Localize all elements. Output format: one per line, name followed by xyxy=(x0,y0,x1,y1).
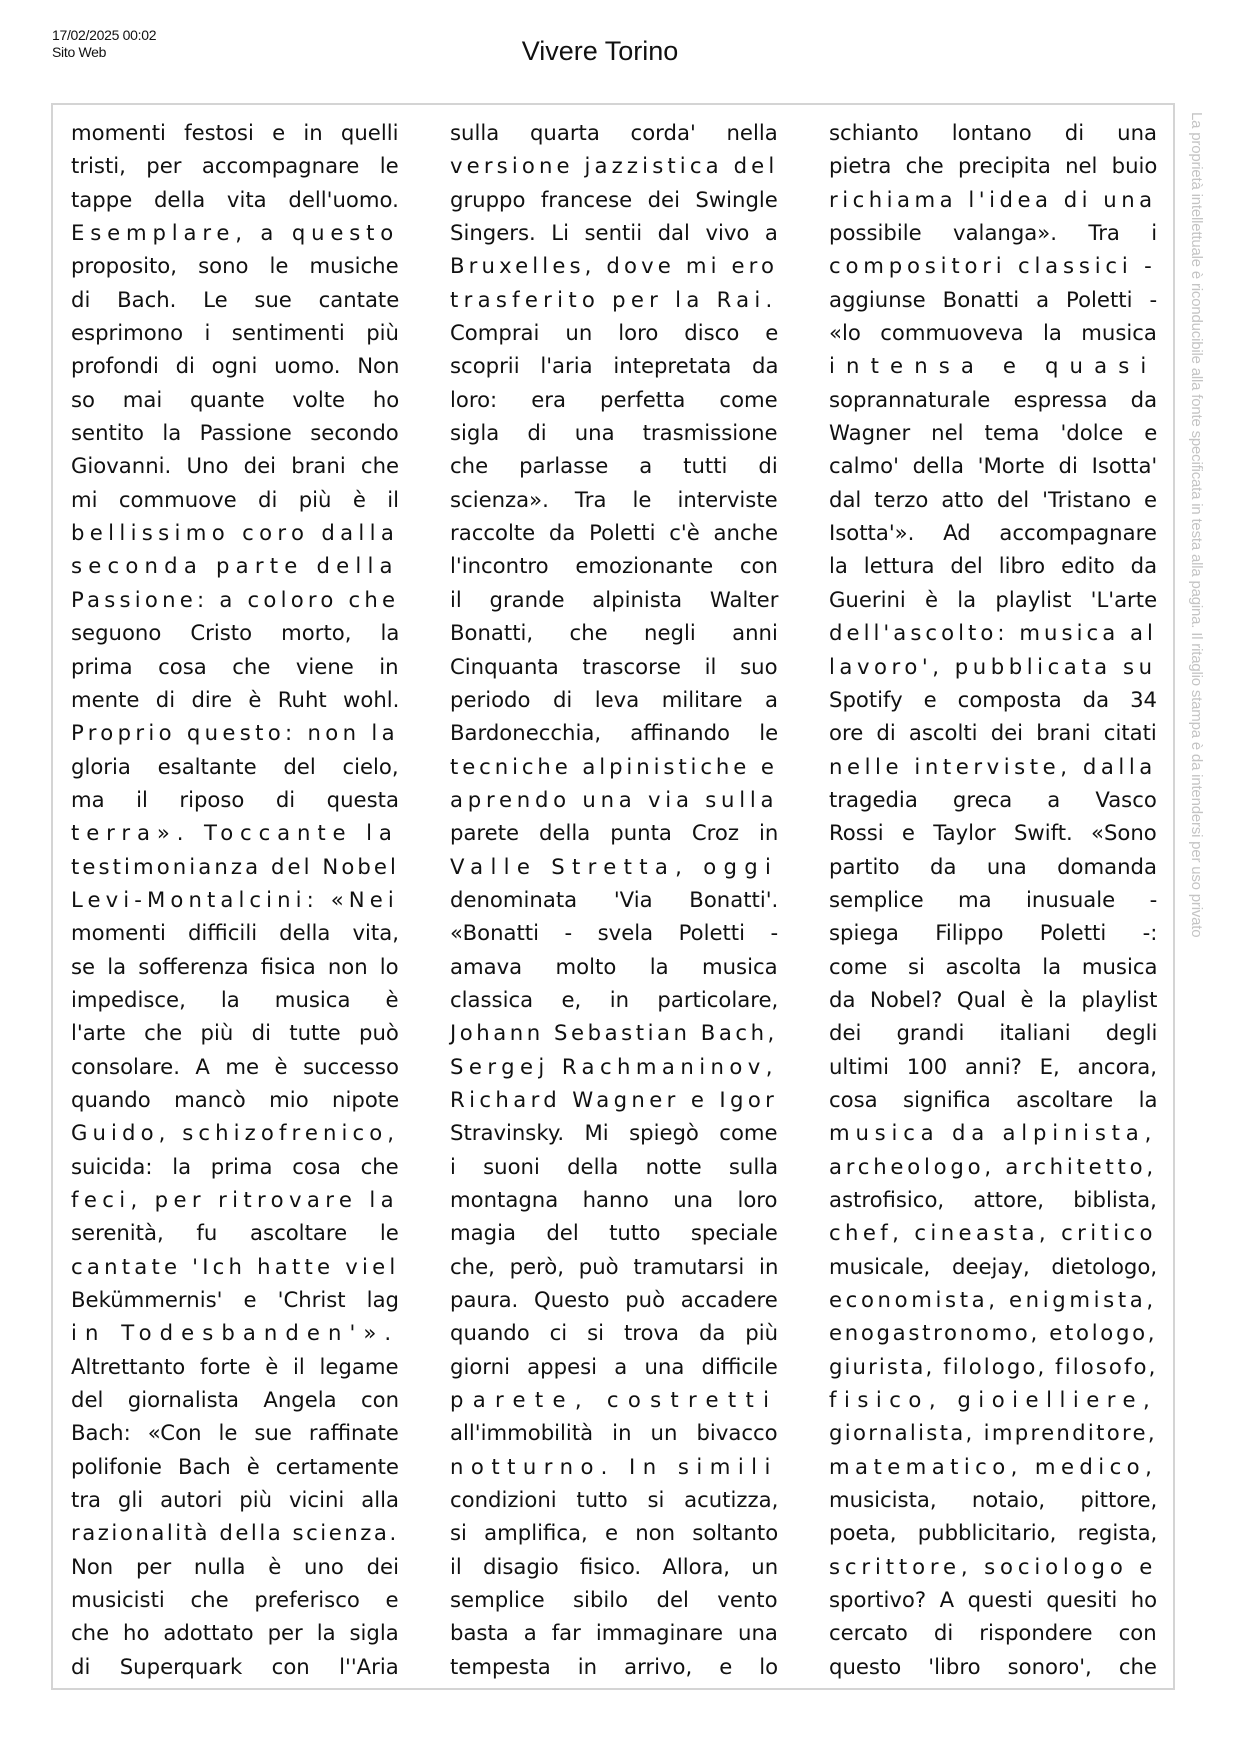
text-line: Non per nulla è uno dei xyxy=(71,1553,399,1579)
text-line: profondi di ogni uomo. Non xyxy=(71,353,400,379)
text-line: Stravinsky. Mi spiegò come xyxy=(450,1120,778,1146)
text-line: sigla di una trasmissione xyxy=(450,420,778,446)
text-line: l'incontro emozionante con xyxy=(450,553,778,579)
text-line: i suoni della notte sulla xyxy=(450,1153,779,1179)
text-line: notturno. In simili xyxy=(450,1453,778,1479)
text-line: momenti difficili della vita, xyxy=(71,920,399,946)
text-line: che parlasse a tutti di xyxy=(450,453,778,479)
text-line: feci, per ritrovare la xyxy=(71,1187,399,1212)
text-line: trasferito per la Rai. xyxy=(450,286,778,312)
text-line: Cinquanta trascorse il suo xyxy=(450,653,778,679)
text-line: gloria esaltante del cielo, xyxy=(71,753,399,779)
text-line: Valle Stretta, oggi xyxy=(450,853,779,879)
text-line: lavoro', pubblicata su xyxy=(829,653,1157,679)
text-line: raccolte da Poletti c'è anche xyxy=(450,520,778,546)
text-line: musicisti che preferisco e xyxy=(71,1587,399,1613)
text-line: matematico, medico, xyxy=(829,1453,1158,1479)
text-line: Bardonecchia, affinando le xyxy=(450,720,779,746)
text-line: esprimono i sentimenti più xyxy=(71,320,399,346)
text-line: aggiunse Bonatti a Poletti - xyxy=(829,286,1158,312)
text-line: Sergej Rachmaninov, xyxy=(450,1053,778,1079)
text-line: gruppo francese dei Swingle xyxy=(450,186,778,212)
text-line: tragedia greca a Vasco xyxy=(829,786,1157,812)
text-line: enogastronomo, etologo, xyxy=(829,1320,1158,1346)
text-line: polifonie Bach è certamente xyxy=(71,1453,399,1479)
text-line: montagna hanno una loro xyxy=(450,1187,778,1212)
text-line: tempesta in arrivo, e lo xyxy=(450,1653,779,1679)
text-line: denominata 'Via Bonatti'. xyxy=(450,886,779,912)
text-line: soprannaturale espressa da xyxy=(829,386,1158,412)
text-line: fisico, gioielliere, xyxy=(829,1387,1158,1413)
site-title: Vivere Torino xyxy=(521,36,679,66)
text-line: loro: era perfetta come xyxy=(450,386,778,412)
text-line: giornalista, imprenditore, xyxy=(829,1420,1157,1446)
text-line: Altrettanto forte è il legame xyxy=(71,1353,399,1379)
copyright-watermark: La proprietà intellettuale è riconducibile alla fonte specificata in testa alla pagina. Il ritaglio stampa è da intendersi per uso privato xyxy=(1188,112,1205,938)
text-line: economista, enigmista, xyxy=(829,1287,1157,1313)
text-line: possibile valanga». Tra i xyxy=(829,220,1158,246)
text-line: cercato di rispondere con xyxy=(829,1620,1157,1646)
text-line: l'arte che più di tutte può xyxy=(71,1020,399,1046)
text-line: momenti festosi e in quelli xyxy=(71,120,399,145)
text-line: Bonatti, che negli anni xyxy=(450,620,778,646)
text-line: spiega Filippo Poletti -: xyxy=(829,920,1158,946)
text-line: scrittore, sociologo e xyxy=(829,1553,1158,1579)
text-line: astrofisico, attore, biblista, xyxy=(829,1187,1157,1212)
text-line: Giovanni. Uno dei brani che xyxy=(71,453,400,479)
text-line: che ho adottato per la sigla xyxy=(71,1620,399,1646)
text-line: «lo commuoveva la musica xyxy=(829,320,1157,346)
text-line: musicale, deejay, dietologo, xyxy=(829,1253,1158,1279)
text-line: di Superquark con l''Aria xyxy=(71,1653,399,1679)
text-line: tra gli autori più vicini alla xyxy=(71,1487,399,1513)
text-line: in Todesbanden'». xyxy=(71,1320,400,1346)
text-line: paura. Questo può accadere xyxy=(450,1287,778,1313)
text-line: scienza». Tra le interviste xyxy=(450,486,778,512)
text-line: giorni appesi a una difficile xyxy=(450,1353,778,1379)
text-line: serenità, fu ascoltare le xyxy=(71,1220,399,1246)
text-line: archeologo, architetto, xyxy=(829,1153,1157,1179)
text-line: semplice ma inusuale - xyxy=(829,886,1158,912)
text-line: parete, costretti xyxy=(450,1387,779,1413)
text-line: Levi-Montalcini: «Nei xyxy=(71,886,399,912)
text-line: cantate 'Ich hatte viel xyxy=(71,1253,400,1279)
text-line: si amplifica, e non soltanto xyxy=(450,1520,779,1546)
text-line: Singers. Li sentii dal vivo a xyxy=(450,220,778,246)
text-line: cosa significa ascoltare la xyxy=(829,1086,1158,1112)
text-line: questo 'libro sonoro', che xyxy=(829,1653,1157,1679)
text-line: Bach: «Con le sue raffinate xyxy=(71,1420,399,1446)
text-line: basta a far immaginare una xyxy=(450,1620,778,1646)
text-line: magia del tutto speciale xyxy=(450,1220,778,1246)
text-line: richiama l'idea di una xyxy=(829,186,1157,212)
text-line: Proprio questo: non la xyxy=(71,720,399,746)
text-line: sulla quarta corda' nella xyxy=(450,120,778,145)
text-line: quando mancò mio nipote xyxy=(71,1086,400,1112)
text-line: tecniche alpinistiche e xyxy=(450,753,778,779)
text-line: partito da una domanda xyxy=(829,853,1157,879)
text-line: prima cosa che viene in xyxy=(71,653,399,679)
text-line: consolare. A me è successo xyxy=(71,1053,399,1079)
text-line: schianto lontano di una xyxy=(829,120,1158,145)
text-line: all'immobilità in un bivacco xyxy=(450,1420,778,1446)
text-line: sportivo? A questi quesiti ho xyxy=(829,1587,1158,1613)
text-line: Spotify e composta da 34 xyxy=(829,686,1158,712)
text-line: tappe della vita dell'uomo. xyxy=(71,186,399,212)
text-line: Bruxelles, dove mi ero xyxy=(450,253,779,279)
text-line: so mai quante volte ho xyxy=(71,386,400,412)
text-line: classica e, in particolare, xyxy=(450,986,779,1012)
text-line: compositori classici - xyxy=(829,253,1157,279)
text-line: il grande alpinista Walter xyxy=(450,586,779,612)
text-line: Wagner nel tema 'dolce e xyxy=(829,420,1158,446)
text-line: Guido, schizofrenico, xyxy=(71,1120,400,1146)
text-line: aprendo una via sulla xyxy=(450,786,779,812)
text-line: chef, cineasta, critico xyxy=(829,1220,1157,1246)
text-line: giurista, filologo, filosofo, xyxy=(829,1353,1158,1379)
text-line: mente di dire è Ruht wohl. xyxy=(71,686,400,712)
clipping-datetime: 17/02/2025 00:02 xyxy=(52,27,157,43)
source-type: Sito Web xyxy=(52,44,107,60)
article-column-1 xyxy=(71,116,399,1683)
text-line: di Bach. Le sue cantate xyxy=(71,286,400,312)
text-line: Esemplare, a questo xyxy=(71,220,400,246)
text-line: calmo' della 'Morte di Isotta' xyxy=(829,453,1158,479)
text-line: seconda parte della xyxy=(71,553,399,579)
text-line: dal terzo atto del 'Tristano e xyxy=(829,486,1158,512)
text-line: musica da alpinista, xyxy=(829,1120,1158,1146)
text-line: parete della punta Croz in xyxy=(450,820,779,846)
text-line: se la sofferenza fisica non lo xyxy=(71,953,399,979)
text-line: sentito la Passione secondo xyxy=(71,420,399,446)
text-line: bellissimo coro dalla xyxy=(71,520,400,546)
text-line: Rossi e Taylor Swift. «Sono xyxy=(829,820,1157,846)
text-line: dell'ascolto: musica al xyxy=(829,620,1157,646)
text-line: pietra che precipita nel buio xyxy=(829,153,1158,179)
text-line: musicista, notaio, pittore, xyxy=(829,1487,1158,1513)
text-line: «Bonatti - svela Poletti - xyxy=(450,920,779,946)
text-line: come si ascolta la musica xyxy=(829,953,1158,979)
text-line: Guerini è la playlist 'L'arte xyxy=(829,586,1158,612)
text-line: versione jazzistica del xyxy=(450,153,779,179)
article-column-2 xyxy=(450,116,778,1683)
text-line: nelle interviste, dalla xyxy=(829,753,1157,779)
text-line: amava molto la musica xyxy=(450,953,778,979)
text-line: intensa e quasi xyxy=(829,353,1158,379)
text-line: seguono Cristo morto, la xyxy=(71,620,400,646)
text-line: terra». Toccante la xyxy=(71,820,399,846)
text-line: scoprii l'aria intepretata da xyxy=(450,353,779,379)
text-line: del giornalista Angela con xyxy=(71,1387,400,1413)
text-line: impedisce, la musica è xyxy=(71,986,399,1012)
text-line: che, però, può tramutarsi in xyxy=(450,1253,779,1279)
text-line: Isotta'». Ad accompagnare xyxy=(829,520,1157,546)
text-line: proposito, sono le musiche xyxy=(71,253,399,279)
text-line: Johann Sebastian Bach, xyxy=(450,1020,778,1046)
text-line: ultimi 100 anni? E, ancora, xyxy=(829,1053,1157,1079)
article-column-3 xyxy=(829,116,1157,1683)
text-line: tristi, per accompagnare le xyxy=(71,153,399,179)
text-line: razionalità della scienza. xyxy=(71,1520,399,1546)
text-line: Comprai un loro disco e xyxy=(450,320,779,346)
text-line: Passione: a coloro che xyxy=(71,586,400,612)
text-line: condizioni tutto si acutizza, xyxy=(450,1487,779,1513)
text-line: quando ci si trova da più xyxy=(450,1320,779,1346)
text-line: testimonianza del Nobel xyxy=(71,853,400,879)
text-line: semplice sibilo del vento xyxy=(450,1587,778,1613)
text-line: poeta, pubblicitario, regista, xyxy=(829,1520,1158,1546)
text-line: Bekümmernis' e 'Christ lag xyxy=(71,1287,399,1313)
text-line: suicida: la prima cosa che xyxy=(71,1153,399,1179)
text-line: mi commuove di più è il xyxy=(71,486,399,512)
text-line: periodo di leva militare a xyxy=(450,686,779,712)
text-line: Richard Wagner e Igor xyxy=(450,1086,779,1112)
text-line: la lettura del libro edito da xyxy=(829,553,1158,579)
text-line: dei grandi italiani degli xyxy=(829,1020,1158,1046)
text-line: ore di ascolti dei brani citati xyxy=(829,720,1157,746)
text-line: ma il riposo di questa xyxy=(71,786,399,812)
text-line: da Nobel? Qual è la playlist xyxy=(829,986,1158,1012)
text-line: il disagio fisico. Allora, un xyxy=(450,1553,779,1579)
